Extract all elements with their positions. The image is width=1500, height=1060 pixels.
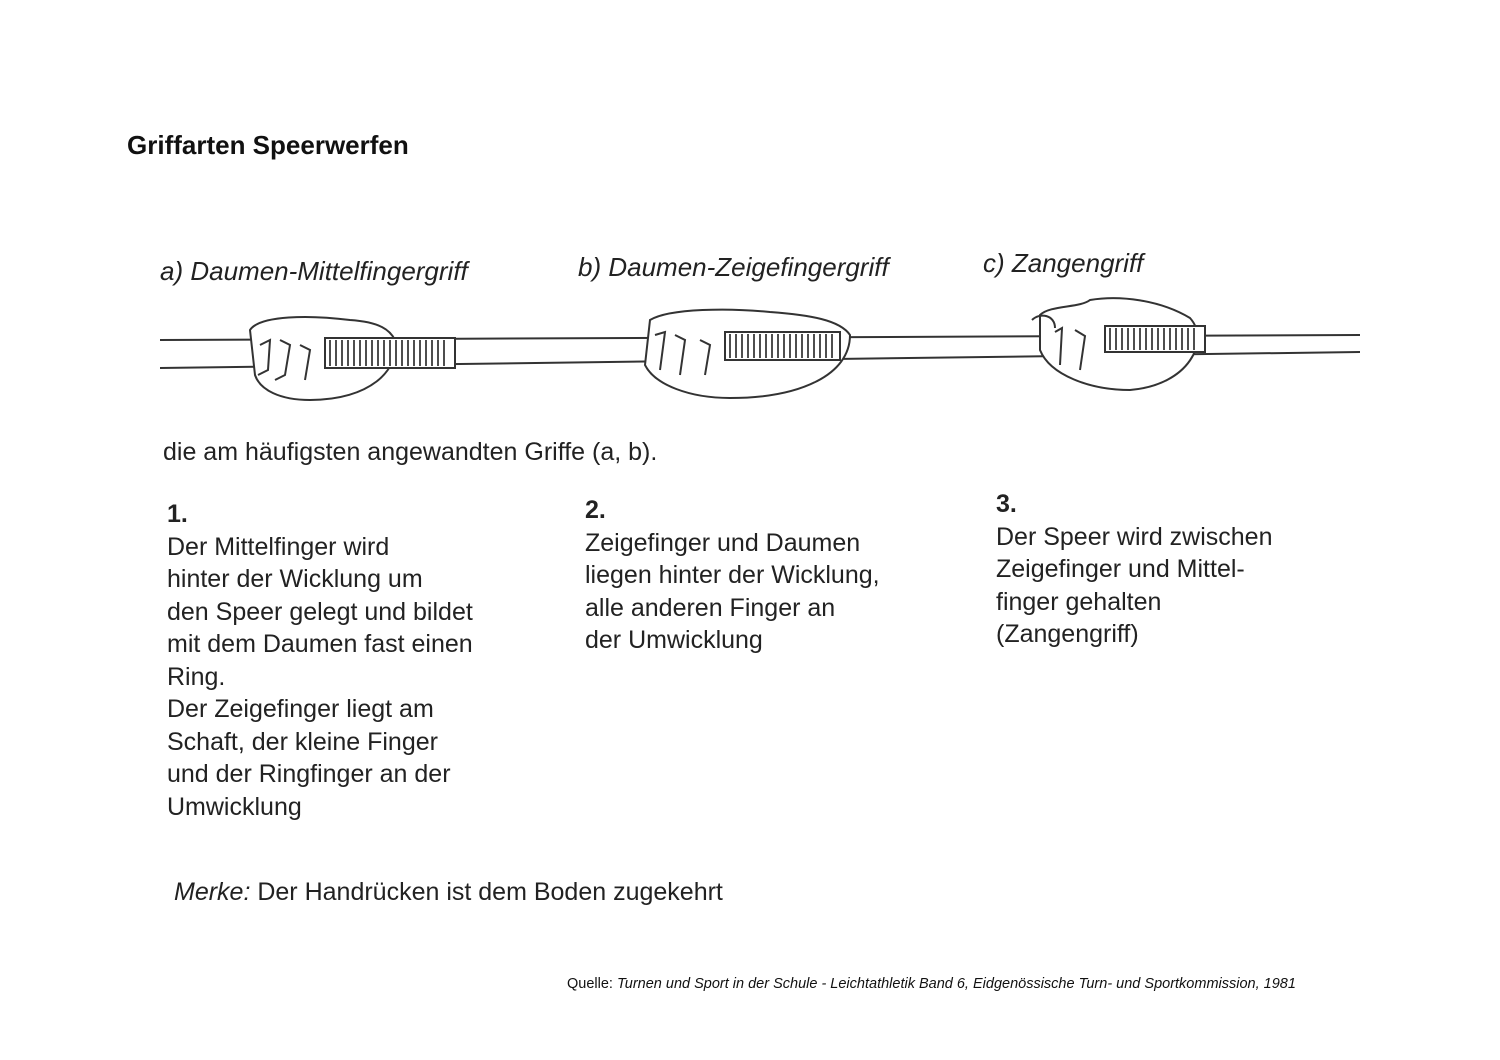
column-2-number: 2. (585, 496, 606, 524)
hand-grip-a (250, 317, 455, 400)
column-1-line: Ring. (167, 662, 226, 691)
source-title: Turnen und Sport in der Schule - Leichtathletik Band 6, Eidgenössische Turn- und Sportkommission, 1981 (616, 976, 1296, 992)
column-1-line: Der Mittelfinger wird (167, 532, 390, 561)
column-1-line: Der Zeigefinger liegt am (167, 695, 434, 723)
page-title: Griffarten Speerwerfen (127, 130, 409, 160)
column-3-line: finger gehalten (996, 587, 1162, 616)
column-2-line: liegen hinter der Wicklung, (585, 561, 880, 589)
source-citation (567, 976, 1296, 992)
column-1-number: 1. (167, 500, 188, 528)
grip-label-a: a) Daumen-Mittelfingergriff (160, 256, 468, 286)
column-2-line: der Umwicklung (585, 626, 763, 654)
column-3 (996, 488, 1273, 651)
column-1-line: und der Ringfinger an der (167, 760, 451, 788)
column-3-line: Zeigefinger und Mittel- (996, 555, 1245, 583)
column-1-line: Umwicklung (167, 792, 302, 821)
hand-grip-b (645, 310, 850, 398)
column-3-line: Der Speer wird zwischen (996, 522, 1273, 551)
merke-label: Merke: (174, 878, 251, 906)
grip-label-b: b) Daumen-Zeigefingergriff (578, 252, 889, 282)
javelin-grips-illustration (150, 290, 1370, 420)
merke-text: Der Handrücken ist dem Boden zugekehrt (250, 878, 723, 906)
column-3-line: (Zangengriff) (996, 620, 1139, 648)
column-1-line: mit dem Daumen fast einen (167, 630, 473, 658)
column-2-line: Zeigefinger und Daumen (585, 528, 861, 557)
hand-grip-c (1032, 298, 1205, 390)
source-prefix: Quelle: (567, 976, 617, 992)
grip-label-c: c) Zangengriff (983, 248, 1144, 278)
column-2 (585, 494, 880, 657)
column-1-line: Schaft, der kleine Finger (167, 727, 438, 756)
column-3-number: 3. (996, 490, 1017, 518)
column-2-line: alle anderen Finger an (585, 593, 836, 622)
column-1 (167, 498, 473, 823)
intro-text: die am häufigsten angewandten Griffe (a, b). (163, 438, 658, 466)
column-1-line: den Speer gelegt und bildet (167, 597, 473, 626)
column-1-line: hinter der Wicklung um (167, 565, 423, 593)
merke-note (174, 878, 723, 907)
